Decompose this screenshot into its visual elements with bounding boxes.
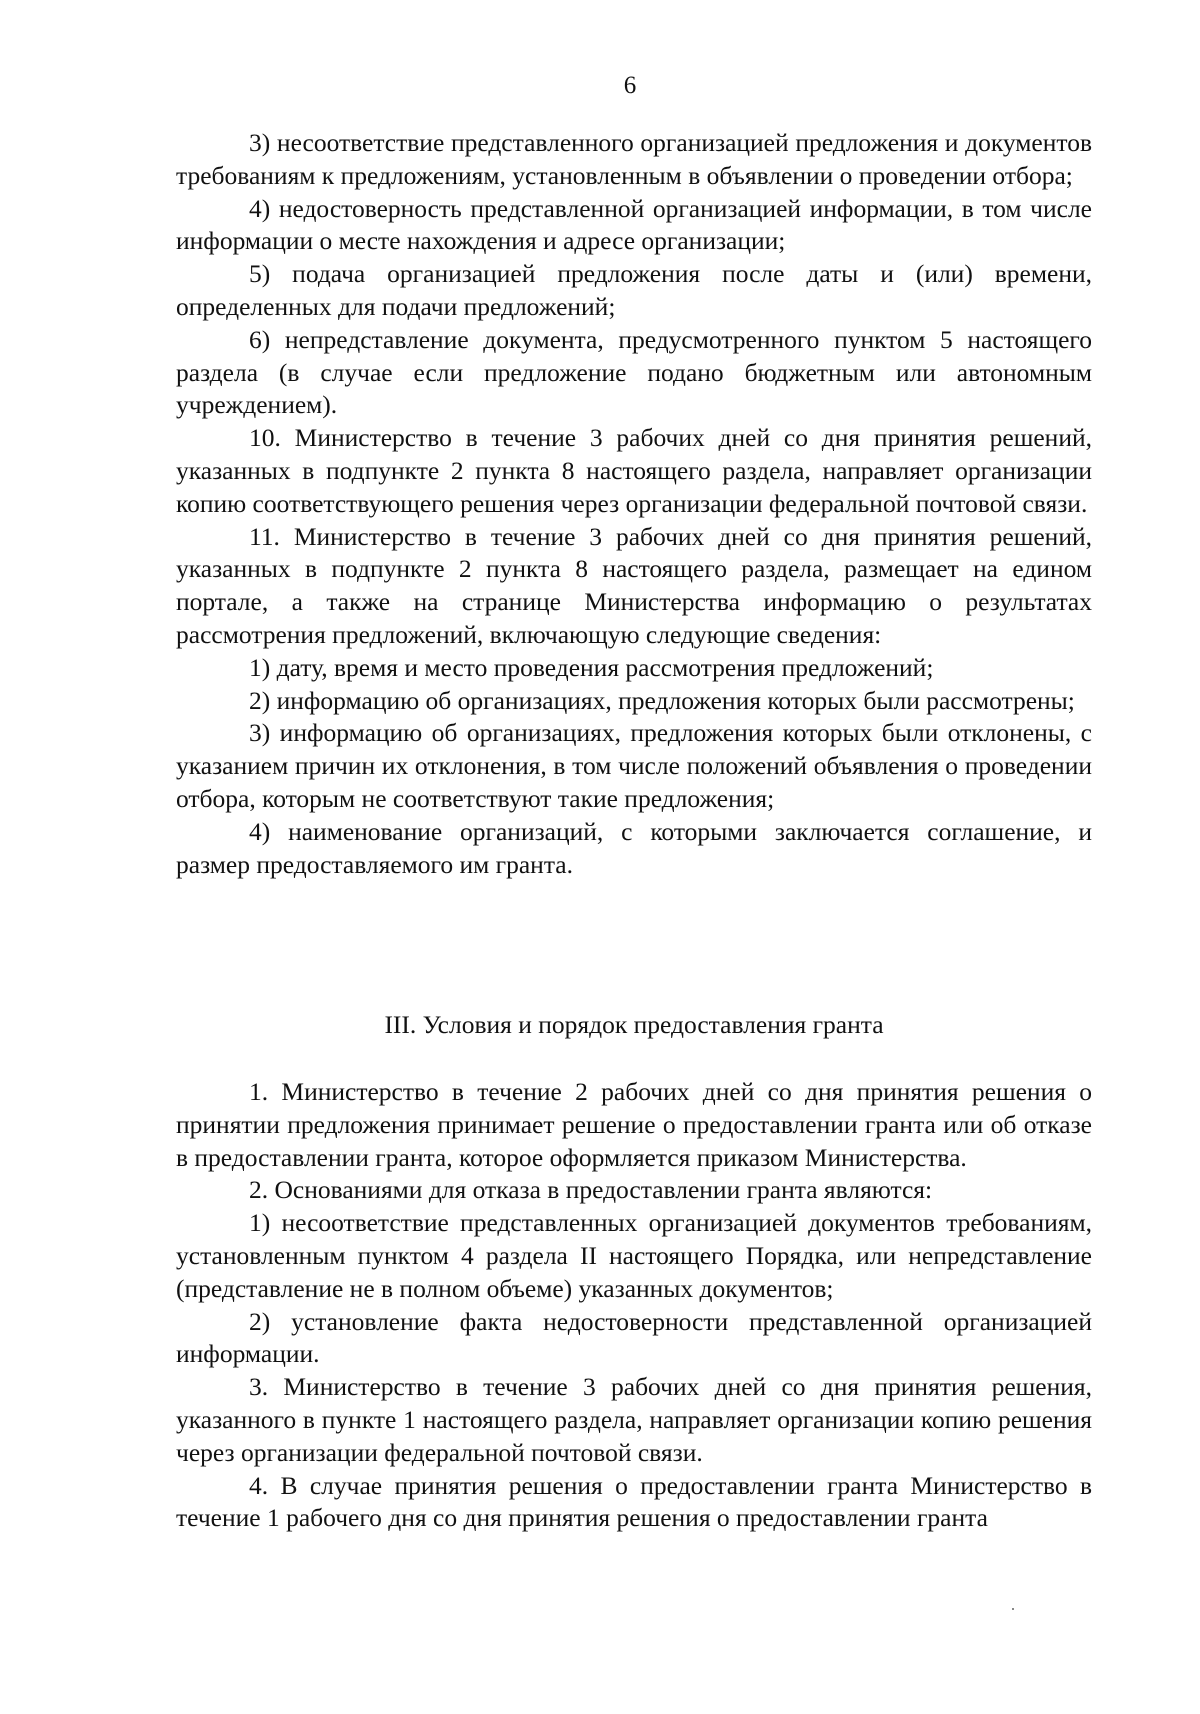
paragraph-section3-clause-4: 4. В случае принятия решения о предоставлении гранта Министерство в течение 1 рабочего дня со дня принятия решения о предоставлении гранта xyxy=(176,1470,1092,1533)
body-text-lower xyxy=(176,1076,1092,1535)
paragraph-clause-11: 11. Министерство в течение 3 рабочих дней со дня принятия решений, указанных в подпункте 2 пункта 8 настоящего раздела, размещает на едином портале, а также на странице Министерства информацию о результатах рассмотрения предложений, включающую следующие сведения: xyxy=(176,521,1092,649)
paragraph-section3-clause-2-item-1: 1) несоответствие представленных организацией документов требованиям, установленным пунктом 4 раздела II настоящего Порядка, или непредставление (представление не в полном объеме) указанных документов; xyxy=(176,1208,1092,1303)
paragraph-clause-11-item-3: 3) информацию об организациях, предложения которых были отклонены, с указанием причин их отклонения, в том числе положений объявления о проведении отбора, которым не соответствуют такие предложения; xyxy=(176,718,1092,813)
paragraph-section3-clause-3: 3. Министерство в течение 3 рабочих дней со дня принятия решения, указанного в пункте 1 настоящего раздела, направляет организации копию решения через организации федеральной почтовой связи. xyxy=(176,1372,1092,1467)
paragraph-refusal-reason-3: 3) несоответствие представленного организацией предложения и документов требованиям к предложениям, установленным в объявлении о проведении отбора; xyxy=(176,128,1092,190)
paragraph-clause-11-item-1: 1) дату, время и место проведения рассмотрения предложений; xyxy=(249,652,934,682)
body-text-upper xyxy=(176,127,1092,881)
scan-speck xyxy=(1012,1608,1014,1610)
paragraph-section3-clause-1: 1. Министерство в течение 2 рабочих дней со дня принятия решения о принятии предложения принимает решение о предоставлении гранта или об отказе в предоставлении гранта, которое оформляется приказом Министерства. xyxy=(176,1077,1092,1172)
paragraph-refusal-reason-6: 6) непредставление документа, предусмотренного пунктом 5 настоящего раздела (в случае если предложение подано бюджетным или автономным учреждением). xyxy=(176,324,1092,420)
paragraph-clause-10: 10. Министерство в течение 3 рабочих дней со дня принятия решений, указанных в подпункте 2 пункта 8 настоящего раздела, направляет организации копию соответствующего решения через организации федеральной почтовой связи. xyxy=(176,423,1092,518)
paragraph-refusal-reason-5: 5) подача организацией предложения после даты и (или) времени, определенных для подачи предложений; xyxy=(176,259,1092,321)
paragraph-section3-clause-2-item-2: 2) установление факта недостоверности представленной организацией информации. xyxy=(176,1306,1092,1369)
paragraph-clause-11-item-2: 2) информацию об организациях, предложения которых были рассмотрены; xyxy=(249,685,1075,715)
section-heading: III. Условия и порядок предоставления гранта xyxy=(384,1010,884,1039)
page-number: 6 xyxy=(623,72,637,99)
paragraph-refusal-reason-4: 4) недостоверность представленной организацией информации, в том числе информации о месте нахождения и адресе организации; xyxy=(176,193,1092,256)
paragraph-clause-11-item-4: 4) наименование организаций, с которыми заключается соглашение, и размер предоставляемого им гранта. xyxy=(176,816,1092,879)
paragraph-section3-clause-2: 2. Основаниями для отказа в предоставлении гранта являются: xyxy=(249,1175,933,1205)
